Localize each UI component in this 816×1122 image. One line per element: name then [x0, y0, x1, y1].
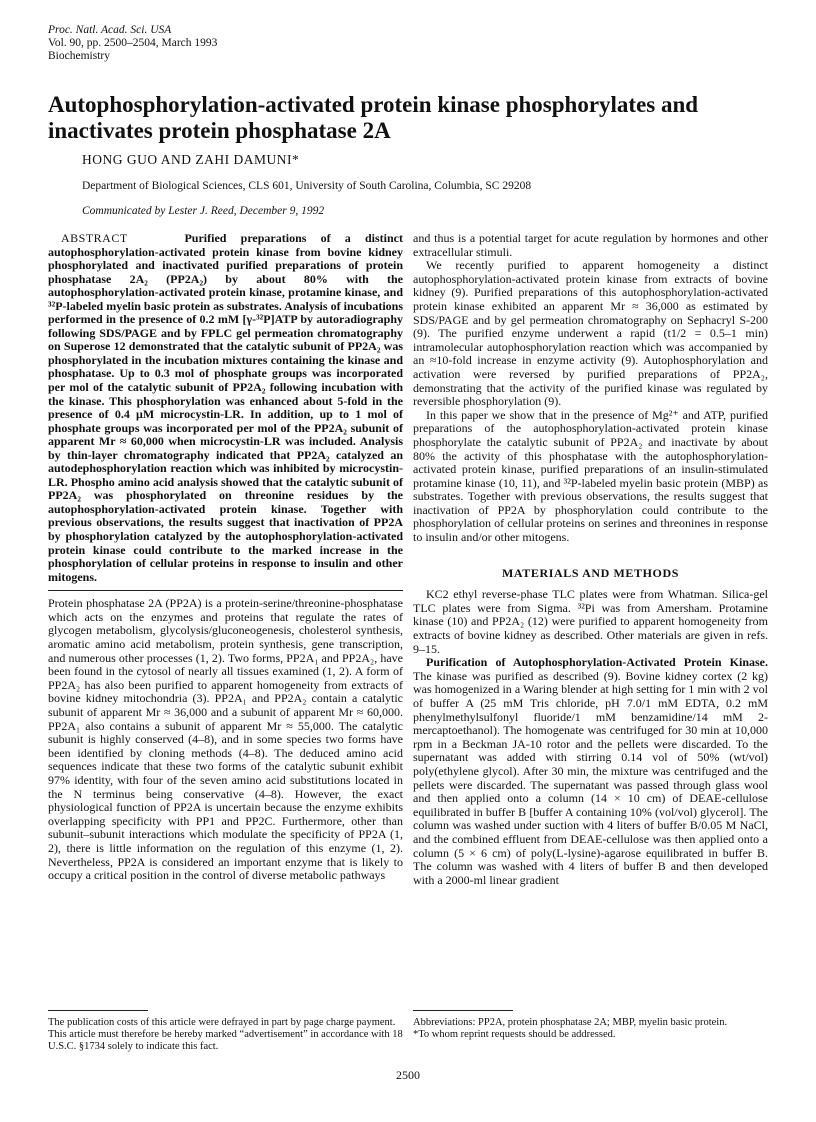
methods-paragraph-2: [413, 656, 768, 887]
reprint-note: *To whom reprint requests should be addressed.: [413, 1029, 616, 1040]
methods-paragraph-1: KC2 ethyl reverse-phase TLC plates were from Whatman. Silica-gel TLC plates were from Sigma. ³²Pi was from Amersham. Protamine kinase (10) and PP2A₂ (12) were purified to apparent homogeneity from extracts of bovine kidney as described. Other materials are given in refs. 9–15.: [413, 587, 768, 656]
intro-paragraph-1: Protein phosphatase 2A (PP2A) is a protein-serine/threonine-phosphatase which acts on the enzymes and proteins that regulate the rates of glycogen metabolism, glycolysis/gluconeogenesis, cholesterol synthesis, aromatic amino acid metabolism, protein synthesis, gene transcription, and numerous other processes (1, 2). Two forms, PP2A₁ and PP2A₂, have been found in the cytosol of nearly all tissues examined (1, 2). A form of PP2A₂ has also been purified to apparent homogeneity from extracts of bovine kidney mitochondria (3). PP2A₁ and PP2A₂ contain a catalytic subunit of apparent Mr ≈ 36,000 and a subunit of apparent Mr ≈ 60,000. PP2A₁ also contains a subunit of apparent Mr ≈ 55,000. The catalytic subunit is highly conserved (4–8), and in some species two forms have been identified by cloning methods (4–8). The deduced amino acid sequences indicate that these two forms of the catalytic subunit exhibit 97% identity, with four of the seven amino acid substitutions located in the N terminus being conservative (4–8). However, the exact physiological function of PP2A is uncertain because the enzyme exhibits overlapping specificity with PP1 and PP2C. Furthermore, other than subunit–subunit interactions which modulate the specificity of PP2A (1, 2), there is little information on the regulation of this enzyme (1, 2). Nevertheless, PP2A is considered an important enzyme that is likely to occupy a critical position in the control of diverse metabolic pathways: [48, 596, 403, 883]
abbreviations-note: Abbreviations: PP2A, protein phosphatase 2A; MBP, myelin basic protein.: [413, 1017, 728, 1028]
intro-paragraph-3: In this paper we show that in the presence of Mg²⁺ and ATP, purified preparations of the autophosphorylation-activated protein kinase phosphorylate the catalytic subunit of PP2A₂ and inactivate by about 80% the activity of this phosphatase with the autophosphorylation-activated protein kinase, purified preparations of an insulin-stimulated protamine kinase (10, 11), and ³²P-labeled myelin basic protein (MBP) as substrates. Together with previous observations, the results suggest that inactivation of PP2A by phosphorylation could contribute to the phosphorylation of cellular proteins on serines and threonines in response to insulin and/or other mitogens.: [413, 407, 768, 545]
journal-name: Proc. Natl. Acad. Sci. USA: [48, 24, 172, 36]
journal-section: Biochemistry: [48, 50, 110, 62]
footnote-right: [413, 1010, 768, 1041]
journal-volume: Vol. 90, pp. 2500–2504, March 1993: [48, 37, 218, 49]
abstract-text: Purified preparations of a distinct autophosphorylation-activated protein kinase from bovine kidney phosphorylated and inactivated purified preparations of protein phosphatase 2A₂ (PP2A₂) by about 80% with the autophosphorylation-activated protein kinase, protamine kinase, and ³²P-labeled myelin basic protein as substrates. Analysis of incubations performed in the presence of 0.2 mM [γ-³²P]ATP by autoradiography following SDS/PAGE and by FPLC gel permeation chromatography on Superose 12 demonstrated that the catalytic subunit of PP2A₂ was phosphorylated in the incubation mixtures containing the kinase and phosphatase. Up to 0.3 mol of phosphate groups was incorporated per mol of the catalytic subunit of PP2A₂ following incubation with the kinase. This phosphorylation was enhanced about 5-fold in the presence of 0.4 μM microcystin-LR. In addition, up to 1 mol of phosphate groups was incorporated per mol of the PP2A₂ subunit of apparent Mr ≈ 60,000 when microcystin-LR was included. Analysis by thin-layer chromatography indicated that PP2A₂ catalyzed an autodephosphorylation reaction which was inhibited by microcystin-LR. Phospho amino acid analysis showed that the catalytic subunit of PP2A₂ was phosphorylated on threonine residues by the autophosphorylation-activated protein kinase. Together with previous observations, the results suggest that inactivation of PP2A by phosphorylation catalyzed by the autophosphorylation-activated protein kinase could contribute to the marked increase in the phosphorylation of cellular proteins in response to insulin and other mitogens.: [48, 231, 403, 584]
right-column: [413, 232, 768, 887]
intro-continuation: and thus is a potential target for acute regulation by hormones and other extracellular stimuli.: [413, 231, 768, 259]
affiliation: Department of Biological Sciences, CLS 601, University of South Carolina, Columbia, SC 29208: [82, 180, 532, 192]
communicated-by: Communicated by Lester J. Reed, December 9, 1992: [82, 205, 325, 217]
abstract-rule: [48, 590, 403, 591]
publication-cost-note: The publication costs of this article were defrayed in part by page charge payment. This article must therefore be hereby marked “advertisement” in accordance with 18 U.S.C. §1734 solely to indicate this fact.: [48, 1017, 403, 1052]
abstract: [48, 232, 403, 584]
left-column: [48, 232, 403, 883]
page-number: 2500: [396, 1068, 420, 1082]
footnote-left: [48, 1010, 403, 1053]
footnote-rule: [48, 1010, 148, 1011]
methods-paragraph-2-text: The kinase was purified as described (9). Bovine kidney cortex (2 kg) was homogenized in a Waring blender at high setting for 1 min with 2 vol of buffer A (25 mM Tris chloride, pH 7.0/1 mM EDTA, 0.2 mM phenylmethylsulfonyl fluoride/1 mM benzamidine/14 mM 2-mercaptoethanol). The homogenate was centrifuged for 30 min at 10,000 rpm in a Beckman JA-10 rotor and the pellets were discarded. To the supernatant was added with stirring 0.14 vol of 50% (wt/vol) poly(ethylene glycol). After 30 min, the mixture was centrifuged and the pellets were discarded. The supernatant was passed through glass wool and then applied onto a column (14 × 10 cm) of DEAE-cellulose equilibrated in buffer B [buffer A containing 10% (vol/vol) glycerol]. The column was washed under suction with 4 liters of buffer B/0.05 M NaCl, and the combined effluent from DEAE-cellulose was then applied onto a column (5 × 6 cm) of poly(L-lysine)-agarose equilibrated in buffer B. The column was washed with 4 liters of buffer B and then developed with a 2000-ml linear gradient: [413, 668, 768, 887]
article-title: Autophosphorylation-activated protein kinase phosphorylates and inactivates protein phosphatase 2A: [48, 92, 699, 143]
methods-runin-heading: Purification of Autophosphorylation-Activated Protein Kinase.: [426, 655, 768, 670]
authors: HONG GUO AND ZAHI DAMUNI*: [82, 152, 300, 167]
journal-header: [48, 24, 217, 63]
abstract-label: ABSTRACT: [61, 231, 128, 245]
intro-paragraph-2: We recently purified to apparent homogeneity a distinct autophosphorylation-activated protein kinase from extracts of bovine kidney (9). Purified preparations of this autophosphorylation-activated protein kinase exhibited an apparent Mr ≈ 36,000 as estimated by SDS/PAGE and by gel permeation chromatography on Sephacryl S-200 (9). The purified enzyme underwent a rapid (t1/2 = 0.5–1 min) intramolecular autophosphorylation reaction which was accompanied by an ≈10-fold increase in enzyme activity (9). Autophosphorylation and activation were reversed by purified preparations of PP2A₂, demonstrating that the activity of the purified kinase was regulated by reversible phosphorylation (9).: [413, 258, 768, 409]
footnote-rule-right: [413, 1010, 513, 1011]
methods-heading: MATERIALS AND METHODS: [501, 565, 680, 580]
